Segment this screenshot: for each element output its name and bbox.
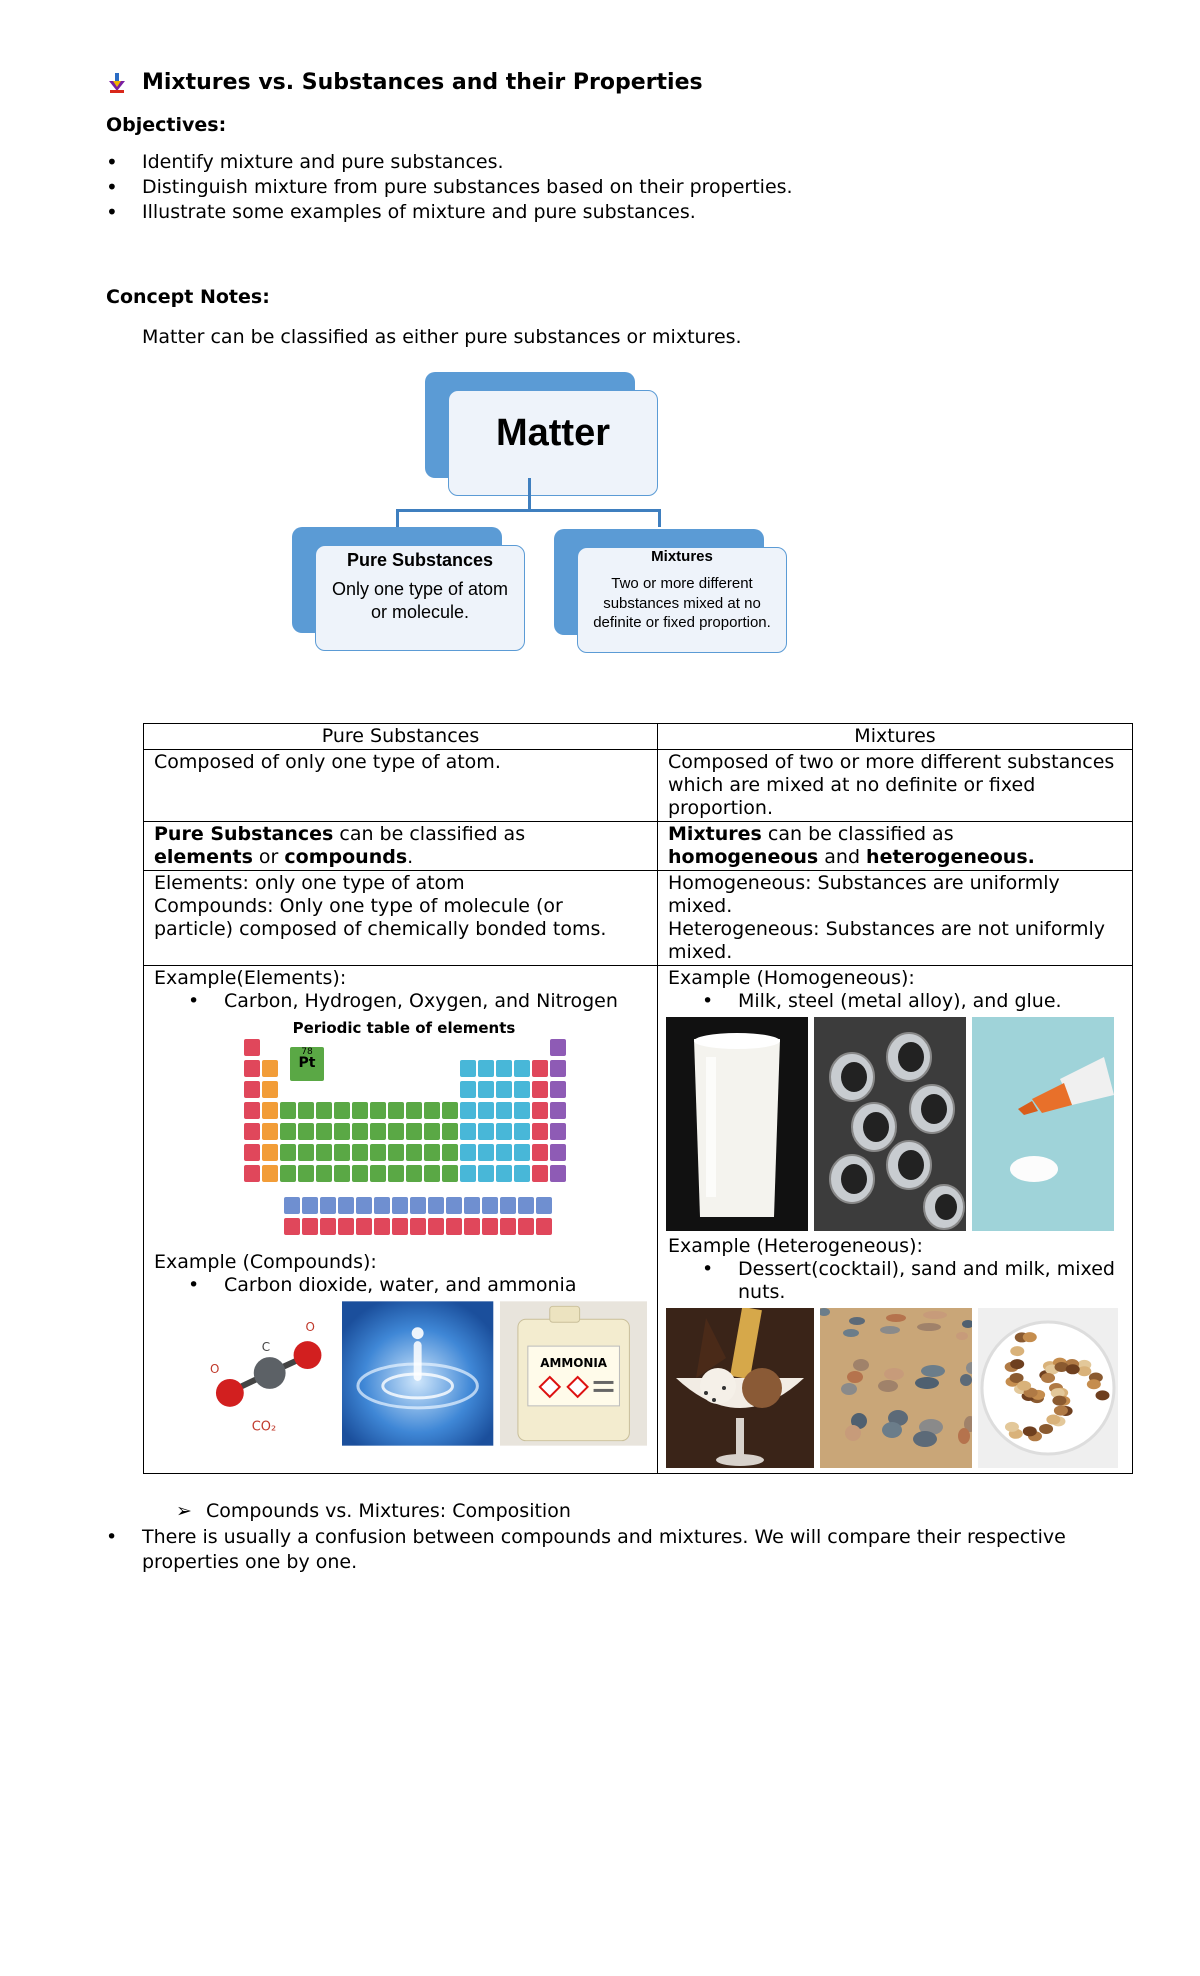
table-row	[144, 822, 1133, 871]
periodic-cell	[338, 1218, 354, 1235]
compounds-example-label: Example (Compounds):	[154, 1251, 377, 1273]
nut	[1096, 1390, 1110, 1400]
periodic-cell	[424, 1165, 440, 1182]
nut	[1010, 1346, 1024, 1356]
periodic-cell	[320, 1197, 336, 1214]
periodic-cell	[532, 1060, 548, 1077]
header-pure: Pure Substances	[144, 724, 658, 750]
water-droplet-image	[342, 1301, 493, 1446]
connector-line	[528, 478, 531, 510]
mixture-examples	[658, 966, 1133, 1474]
periodic-cell	[496, 1165, 512, 1182]
periodic-cell	[370, 1165, 386, 1182]
periodic-cell	[244, 1144, 260, 1161]
footer-bullet: • There is usually a confusion between compounds and mixtures. We will compare their respective properties one by one.	[106, 1525, 1116, 1575]
periodic-cell	[478, 1060, 494, 1077]
periodic-cell	[392, 1197, 408, 1214]
periodic-cell	[244, 1102, 260, 1119]
periodic-cell	[244, 1060, 260, 1077]
periodic-cell	[374, 1218, 390, 1235]
periodic-cell	[518, 1218, 534, 1235]
pebble	[878, 1380, 898, 1392]
heterogeneous-images	[666, 1308, 1122, 1468]
pebble	[853, 1359, 869, 1371]
periodic-cell	[388, 1102, 404, 1119]
carbon-label: C	[261, 1340, 271, 1355]
pebble	[884, 1368, 904, 1380]
comparison-table	[143, 723, 1133, 1474]
periodic-cell	[410, 1197, 426, 1214]
nut	[1023, 1426, 1037, 1436]
mixture-definitions	[658, 871, 1133, 966]
periodic-cell	[316, 1102, 332, 1119]
pebble	[841, 1383, 857, 1395]
pure-desc: Only one type of atom or molecule.	[331, 579, 509, 622]
nut	[1023, 1332, 1037, 1342]
objectives-list	[106, 150, 793, 225]
periodic-cell	[280, 1102, 296, 1119]
table-row	[144, 871, 1133, 966]
periodic-cell	[392, 1218, 408, 1235]
steel-pipes-image	[814, 1017, 966, 1231]
elements-example-label: Example(Elements):	[154, 967, 347, 989]
periodic-cell	[316, 1165, 332, 1182]
pebble	[849, 1317, 865, 1325]
co2-molecule-image	[202, 1301, 336, 1446]
periodic-cell	[550, 1165, 566, 1182]
periodic-cell	[550, 1144, 566, 1161]
periodic-cell	[460, 1081, 476, 1098]
periodic-cell	[262, 1144, 278, 1161]
objectives-heading: Objectives:	[106, 114, 227, 136]
periodic-cell	[464, 1218, 480, 1235]
periodic-cell	[388, 1123, 404, 1140]
periodic-cell	[280, 1165, 296, 1182]
pebble	[915, 1377, 939, 1389]
bold-term: Pure Substances	[154, 823, 334, 845]
periodic-cell	[478, 1144, 494, 1161]
matter-label: Matter	[495, 412, 611, 454]
list-item: • Illustrate some examples of mixture and pure substances.	[106, 200, 793, 225]
periodic-cell	[356, 1218, 372, 1235]
periodic-cell	[428, 1197, 444, 1214]
homogeneous-images	[666, 1017, 1122, 1231]
concept-heading: Concept Notes:	[106, 286, 270, 308]
periodic-cell	[406, 1123, 422, 1140]
periodic-cell	[550, 1102, 566, 1119]
periodic-cell	[298, 1102, 314, 1119]
pure-examples	[144, 966, 658, 1474]
periodic-cell	[464, 1197, 480, 1214]
periodic-cell	[244, 1081, 260, 1098]
periodic-cell	[262, 1123, 278, 1140]
periodic-cell	[496, 1081, 512, 1098]
periodic-cell	[244, 1165, 260, 1182]
periodic-cell	[482, 1218, 498, 1235]
pebble	[956, 1332, 968, 1340]
homogeneous-example-label: Example (Homogeneous):	[668, 967, 915, 989]
platinum-cell	[290, 1047, 324, 1081]
text-span: .	[407, 846, 414, 868]
compounds-images	[202, 1301, 647, 1446]
periodic-cell	[424, 1144, 440, 1161]
periodic-cell	[316, 1123, 332, 1140]
definition-elements: Elements: only one type of atom	[154, 872, 465, 894]
pure-title: Pure Substances	[346, 550, 494, 570]
ammonia-container-image	[500, 1301, 647, 1446]
periodic-cell	[302, 1218, 318, 1235]
mixed-nuts-image	[978, 1308, 1118, 1468]
periodic-cell	[352, 1102, 368, 1119]
concept-intro: Matter can be classified as either pure substances or mixtures.	[142, 326, 742, 348]
element-symbol: Pt	[298, 1055, 316, 1071]
periodic-cell	[244, 1039, 260, 1056]
periodic-cell	[514, 1144, 530, 1161]
title-row	[108, 70, 703, 95]
periodic-cell	[244, 1123, 260, 1140]
periodic-cell	[442, 1144, 458, 1161]
periodic-cell	[514, 1123, 530, 1140]
periodic-table-image	[224, 1017, 584, 1247]
mixtures-desc: Two or more different substances mixed at no definite or fixed proportion.	[593, 575, 771, 631]
connector-line	[396, 509, 399, 527]
periodic-cell	[442, 1123, 458, 1140]
bullet-arrow-icon	[108, 73, 126, 93]
header-mixtures: Mixtures	[658, 724, 1133, 750]
periodic-cell	[514, 1060, 530, 1077]
periodic-cell	[460, 1165, 476, 1182]
periodic-cell	[406, 1102, 422, 1119]
pebble	[843, 1329, 859, 1337]
periodic-cell	[424, 1102, 440, 1119]
periodic-cell	[478, 1165, 494, 1182]
periodic-cell	[442, 1165, 458, 1182]
pebble	[845, 1425, 861, 1441]
table-row	[144, 724, 1133, 750]
text-span: can be classified as	[761, 823, 954, 845]
periodic-cell	[532, 1123, 548, 1140]
periodic-cell	[334, 1102, 350, 1119]
atomic-number: 78	[301, 1047, 313, 1057]
periodic-cell	[550, 1123, 566, 1140]
periodic-cell	[424, 1123, 440, 1140]
oxygen-label: O	[305, 1320, 315, 1335]
bold-term: homogeneous	[668, 846, 819, 868]
periodic-cell	[496, 1144, 512, 1161]
text-span: and	[818, 846, 867, 868]
periodic-cell	[410, 1218, 426, 1235]
periodic-cell	[532, 1102, 548, 1119]
periodic-cell	[374, 1197, 390, 1214]
periodic-cell	[442, 1102, 458, 1119]
periodic-cell	[514, 1165, 530, 1182]
bold-term: compounds	[284, 846, 408, 868]
pebble	[882, 1422, 902, 1438]
pure-composition: Composed of only one type of atom.	[144, 750, 658, 822]
periodic-cell	[482, 1197, 498, 1214]
sand-pebbles-image	[820, 1308, 972, 1468]
pebble	[913, 1431, 937, 1447]
connector-line	[396, 509, 660, 512]
table-row	[144, 750, 1133, 822]
text-span: can be classified as	[333, 823, 526, 845]
periodic-cell	[352, 1165, 368, 1182]
pebble	[921, 1365, 945, 1377]
periodic-cell	[302, 1197, 318, 1214]
periodic-cell	[550, 1060, 566, 1077]
periodic-cell	[536, 1197, 552, 1214]
bold-term: heterogeneous.	[866, 846, 1035, 868]
nut	[1017, 1381, 1031, 1391]
periodic-cell	[334, 1165, 350, 1182]
periodic-cell	[284, 1218, 300, 1235]
pebble	[960, 1374, 972, 1386]
pebble	[880, 1326, 900, 1334]
periodic-cell	[532, 1081, 548, 1098]
list-item: • Identify mixture and pure substances.	[106, 150, 793, 175]
pebble	[886, 1314, 906, 1322]
nut	[1052, 1396, 1066, 1406]
arrow-item-text: Compounds vs. Mixtures: Composition	[206, 1500, 571, 1522]
periodic-cell	[460, 1144, 476, 1161]
periodic-cell	[298, 1144, 314, 1161]
glue-bottle-image	[972, 1017, 1114, 1231]
arrow-list-item	[176, 1500, 571, 1522]
periodic-cell	[550, 1081, 566, 1098]
periodic-cell	[460, 1123, 476, 1140]
page-title: Mixtures vs. Substances and their Properties	[142, 70, 703, 95]
periodic-cell	[334, 1123, 350, 1140]
periodic-cell	[356, 1197, 372, 1214]
periodic-cell	[388, 1144, 404, 1161]
mixtures-title: Mixtures	[651, 548, 713, 565]
periodic-cell	[550, 1039, 566, 1056]
periodic-cell	[370, 1102, 386, 1119]
compounds-example-item: • Carbon dioxide, water, and ammonia	[154, 1274, 647, 1297]
pebble	[958, 1428, 970, 1444]
mixture-classification	[658, 822, 1133, 871]
nut	[1039, 1424, 1053, 1434]
periodic-cell	[460, 1060, 476, 1077]
periodic-cell	[532, 1144, 548, 1161]
pebble	[847, 1371, 863, 1383]
periodic-cell	[496, 1123, 512, 1140]
periodic-cell	[262, 1165, 278, 1182]
heterogeneous-example-item: • Dessert(cocktail), sand and milk, mixed nuts.	[668, 1258, 1122, 1304]
definition-heterogeneous: Heterogeneous: Substances are not uniformly mixed.	[668, 918, 1105, 963]
elements-example-item: • Carbon, Hydrogen, Oxygen, and Nitrogen	[154, 990, 647, 1013]
periodic-cell	[284, 1197, 300, 1214]
periodic-cell	[280, 1123, 296, 1140]
dessert-cocktail-image	[666, 1308, 814, 1468]
pure-definitions	[144, 871, 658, 966]
periodic-cell	[460, 1102, 476, 1119]
nut	[1066, 1364, 1080, 1374]
periodic-cell	[338, 1197, 354, 1214]
pure-classification	[144, 822, 658, 871]
connector-line	[658, 509, 661, 527]
periodic-cell	[298, 1165, 314, 1182]
periodic-cell	[532, 1165, 548, 1182]
list-item: • Distinguish mixture from pure substances based on their properties.	[106, 175, 793, 200]
periodic-cell	[262, 1081, 278, 1098]
definition-homogeneous: Homogeneous: Substances are uniformly mixed.	[668, 872, 1060, 917]
periodic-cell	[406, 1144, 422, 1161]
ammonia-label: AMMONIA	[539, 1356, 607, 1371]
nut	[1054, 1406, 1068, 1416]
nut	[1077, 1366, 1091, 1376]
periodic-cell	[500, 1197, 516, 1214]
arrow-icon: ➢	[176, 1500, 192, 1522]
periodic-cell	[316, 1144, 332, 1161]
periodic-cell	[298, 1123, 314, 1140]
periodic-cell	[262, 1102, 278, 1119]
periodic-cell	[406, 1165, 422, 1182]
nut	[1005, 1422, 1019, 1432]
periodic-cell	[514, 1081, 530, 1098]
mixture-composition: Composed of two or more different substances which are mixed at no definite or fixed proportion.	[658, 750, 1133, 822]
nut	[1010, 1359, 1024, 1369]
pebble	[917, 1323, 941, 1331]
periodic-cell	[320, 1218, 336, 1235]
periodic-cell	[496, 1060, 512, 1077]
periodic-cell	[428, 1218, 444, 1235]
periodic-cell	[536, 1218, 552, 1235]
periodic-cell	[446, 1218, 462, 1235]
periodic-cell	[370, 1123, 386, 1140]
periodic-cell	[478, 1123, 494, 1140]
periodic-cell	[478, 1102, 494, 1119]
oxygen-label: O	[209, 1362, 220, 1377]
periodic-cell	[370, 1144, 386, 1161]
nut	[1087, 1379, 1101, 1389]
periodic-cell	[478, 1081, 494, 1098]
periodic-cell	[518, 1197, 534, 1214]
nut	[1041, 1373, 1055, 1383]
bold-term: elements	[154, 846, 253, 868]
heterogeneous-example-label: Example (Heterogeneous):	[668, 1235, 923, 1257]
milk-glass-image	[666, 1017, 808, 1231]
homogeneous-example-item: • Milk, steel (metal alloy), and glue.	[668, 990, 1122, 1013]
periodic-cell	[262, 1060, 278, 1077]
periodic-cell	[280, 1144, 296, 1161]
periodic-cell	[496, 1102, 512, 1119]
nut	[1046, 1415, 1060, 1425]
periodic-table-title: Periodic table of elements	[292, 1019, 516, 1037]
periodic-cell	[500, 1218, 516, 1235]
periodic-grid	[244, 1039, 564, 1189]
periodic-cell	[388, 1165, 404, 1182]
periodic-cell	[334, 1144, 350, 1161]
definition-compounds: Compounds: Only one type of molecule (or particle) composed of chemically bonded toms.	[154, 895, 607, 940]
bold-term: Mixtures	[668, 823, 762, 845]
text-span: or	[252, 846, 285, 868]
periodic-cell	[352, 1123, 368, 1140]
periodic-cell	[352, 1144, 368, 1161]
co2-formula-label: CO₂	[251, 1419, 277, 1435]
periodic-cell	[514, 1102, 530, 1119]
periodic-cell	[446, 1197, 462, 1214]
table-row	[144, 966, 1133, 1474]
pebble	[923, 1311, 947, 1319]
lanthanide-grid	[284, 1197, 564, 1242]
